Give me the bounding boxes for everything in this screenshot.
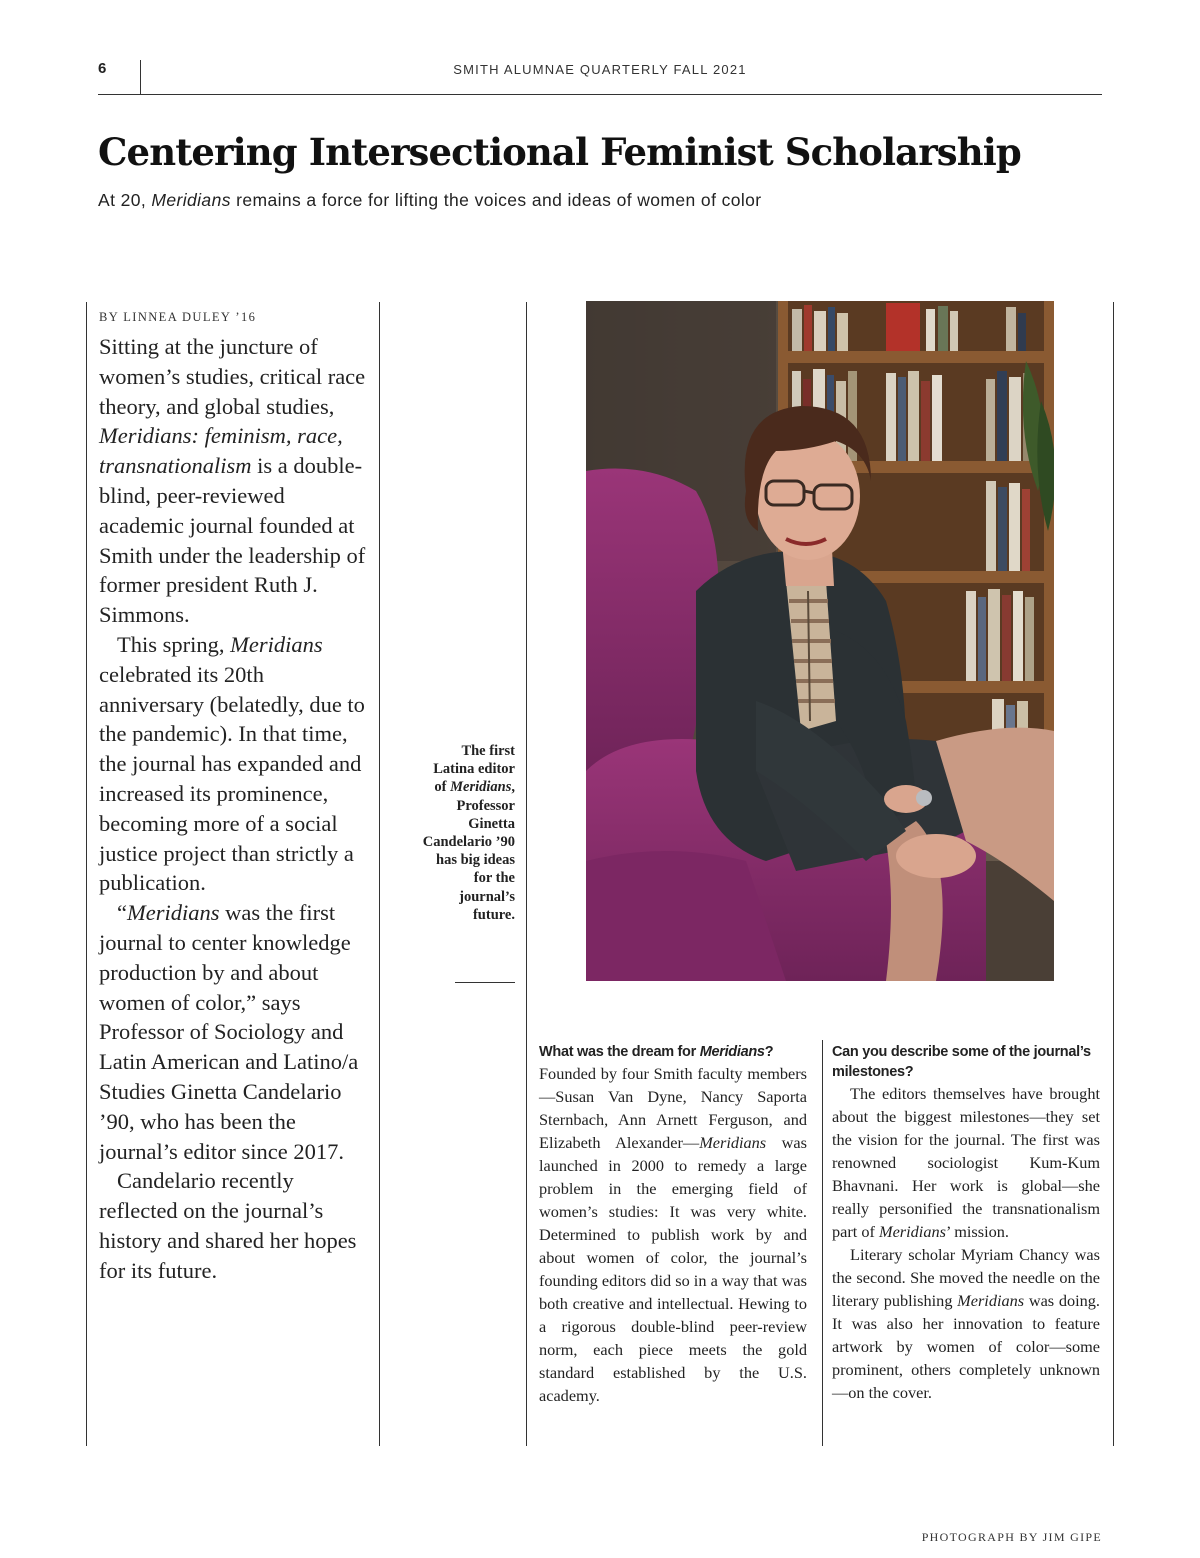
- qa-answer-1: [539, 1062, 807, 1407]
- answer-text-cont: ’ mission.: [945, 1222, 1009, 1241]
- journal-title-italic: Meridians: [450, 779, 512, 796]
- qa-question-1: [539, 1042, 807, 1062]
- main-paragraph-1: [99, 332, 371, 630]
- journal-title-italic: Meridians: feminism, race, transnationalism: [99, 423, 343, 479]
- dek-journal-title: Meridians: [151, 190, 231, 210]
- page-number: 6: [98, 60, 107, 77]
- column-rule-left: [86, 302, 87, 1446]
- byline: BY LINNEA DULEY ’16: [99, 310, 257, 324]
- dek-text-before: At 20,: [98, 190, 152, 210]
- portrait-illustration: [586, 301, 1054, 981]
- qa-column-2: [832, 1042, 1100, 1404]
- caption-text: The first Latina editor of: [433, 743, 515, 796]
- column-rule-main-right: [379, 302, 380, 1446]
- article-headline: Centering Intersectional Feminist Scholarship: [98, 130, 1021, 174]
- main-column: [99, 332, 371, 1286]
- dek-text-after: remains a force for lifting the voices and ideas of women of color: [230, 190, 762, 210]
- journal-title-italic: Meridians: [957, 1291, 1025, 1310]
- portrait-photo: [586, 301, 1054, 981]
- qa-column-1: [539, 1042, 807, 1407]
- column-rule-caption-right: [526, 302, 527, 1446]
- journal-title-italic: Meridians: [230, 631, 323, 657]
- main-paragraph-4: Candelario recently reflected on the journal’s history and shared her hopes for its future.: [99, 1168, 357, 1283]
- main-p1-text: Sitting at the juncture of women’s studies, critical race theory, and global studies,: [99, 334, 366, 419]
- main-paragraph-2: [99, 630, 371, 898]
- qa-answer-2-paragraph-2: [832, 1243, 1100, 1404]
- qa-answer-2-paragraph-1: [832, 1082, 1100, 1243]
- main-p1-text-cont: is a double-blind, peer-reviewed academic journal founded at Smith under the leadership of former president Ruth J. Simmons.: [99, 453, 366, 628]
- journal-title-italic: Meridians: [127, 900, 220, 926]
- main-p2-text: This spring,: [117, 631, 231, 657]
- caption-text-cont: , Professor Ginetta Candelario ’90 has big ideas for the journal’s future.: [422, 779, 515, 923]
- main-p3-quote-open: “: [117, 900, 127, 926]
- answer-text: Founded by four Smith faculty members—Susan Van Dyne, Nancy Saporta Sternbach, Ann Arnett Ferguson, and Elizabeth Alexander—: [539, 1064, 807, 1152]
- column-rule-qa-divider: [822, 1040, 823, 1446]
- qa-question-2: Can you describe some of the journal’s milestones?: [832, 1044, 1091, 1080]
- answer-text: The editors themselves have brought about the biggest milestones—they set the vision for the journal. The first was renowned sociologist Kum-Kum Bhavnani. Her work is global—she really personified the transnationalism part of: [832, 1084, 1100, 1241]
- main-paragraph-3: [99, 898, 371, 1166]
- photo-caption: [420, 742, 515, 924]
- question-mark: ?: [764, 1044, 774, 1060]
- journal-title-italic: Meridians: [699, 1044, 765, 1060]
- main-p2-text-cont: celebrated its 20th anniversary (belatedly, due to the pandemic). In that time, the journal has expanded and increased its prominence, becoming more of a social justice project than strictly a publication.: [99, 661, 365, 896]
- answer-text-cont: was launched in 2000 to remedy a large problem in the emerging field of women’s studies: It was very white. Determined to publish work by and about women of color, the journal’s founding editors did so in a way that was both creative and intellectual. Hewing to a rigorous double-blind peer-review norm, each piece meets the gold standard established by the U.S. academy.: [539, 1133, 807, 1405]
- main-p3-text-cont: was the first journal to center knowledge production by and about women of color,” says Professor of Sociology and Latin American and Latino/a Studies Ginetta Candelario ’90, who has been the journal’s editor since 2017.: [99, 900, 359, 1164]
- running-title: SMITH ALUMNAE QUARTERLY FALL 2021: [453, 62, 747, 77]
- column-rule-right: [1113, 302, 1114, 1446]
- question-text: What was the dream for: [539, 1044, 700, 1060]
- journal-title-italic: Meridians: [699, 1133, 767, 1152]
- photo-credit: PHOTOGRAPH BY JIM GIPE: [921, 1530, 1102, 1544]
- caption-rule: [455, 982, 515, 983]
- header-rule: [98, 94, 1102, 95]
- answer-text: Literary scholar Myriam Chancy was the second. She moved the needle on the literary publishing: [832, 1245, 1100, 1310]
- article-dek: [98, 190, 762, 211]
- answer-text-cont: was doing. It was also her innovation to feature artwork by women of color—some prominent, others completely unknown—on the cover.: [832, 1291, 1100, 1402]
- journal-title-italic: Meridians: [879, 1222, 946, 1241]
